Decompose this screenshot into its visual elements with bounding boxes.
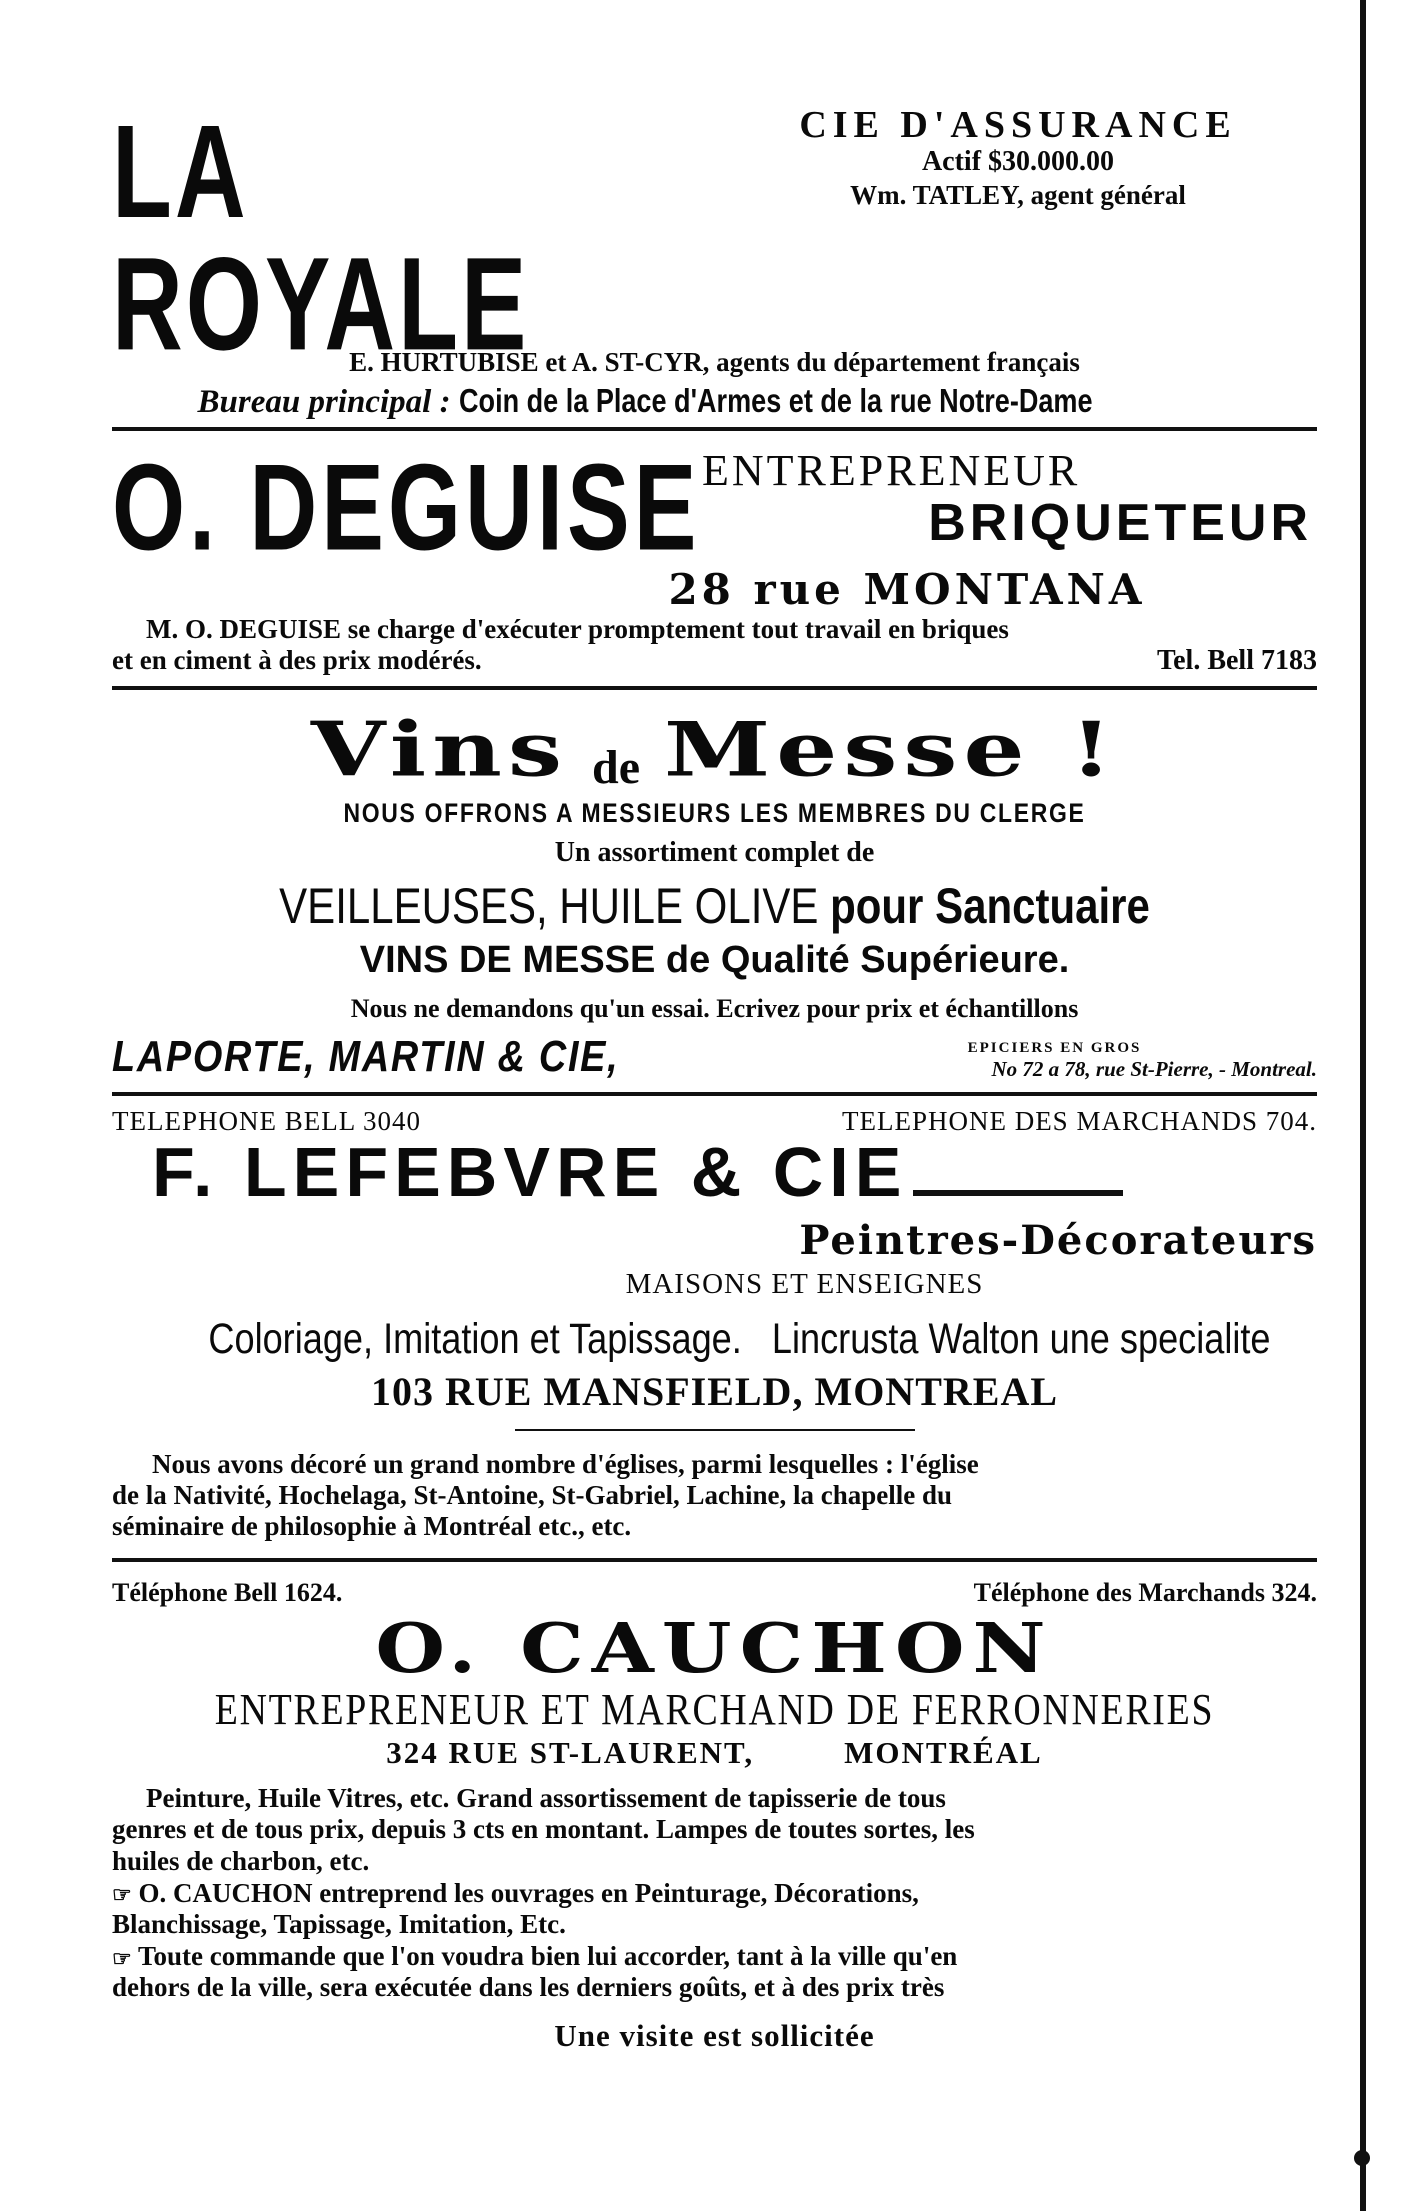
cauchon-title: ENTREPRENEUR ET MARCHAND DE FERRONNERIES <box>214 1684 1215 1734</box>
vins-epiciers: EPICIERS EN GROS <box>967 1039 1142 1056</box>
cauchon-visit: Une visite est sollicitée <box>554 2017 875 2053</box>
vins-quality: de Qualité Supérieure. <box>665 938 1070 981</box>
deguise-address: 28 rue MONTANA <box>668 564 1146 614</box>
vins-demand: Nous ne demandons qu'un essai. Ecrivez pour prix et échantillons <box>350 993 1079 1023</box>
lefebvre-text-line: séminaire de philosophie à Montréal etc., etc. <box>112 1510 632 1541</box>
cauchon-text-line: Peinture, Huile Vitres, etc. Grand assortissement de tapisserie de tous <box>146 1782 946 1813</box>
deguise-text-line: M. O. DEGUISE se charge d'exécuter promptement tout travail en briques <box>146 613 1009 644</box>
deguise-text-line: et en ciment à des prix modérés. <box>112 644 482 675</box>
ad-vins-de-messe <box>112 702 1317 1082</box>
cauchon-address-city: MONTRÉAL <box>844 1734 1043 1770</box>
vins-pour-sanctuaire: pour Sanctuaire <box>830 877 1150 934</box>
lefebvre-address: 103 RUE MANSFIELD, MONTREAL <box>370 1368 1059 1414</box>
cauchon-text-line: genres et de tous prix, depuis 3 cts en montant. Lampes de toutes sortes, les <box>112 1814 975 1845</box>
vins-offer: NOUS OFFRONS A MESSIEURS LES MEMBRES DU CLERGE <box>343 797 1086 828</box>
vins-firm-name: LAPORTE, MARTIN & CIE, <box>112 1031 620 1081</box>
cauchon-text-line: entreprend les ouvrages en Peinturage, Décorations, <box>319 1877 919 1908</box>
royale-bureau-address: Coin de la Place d'Armes et de la rue Notre-Dame <box>458 382 1093 419</box>
cauchon-text-line: huiles de charbon, etc. <box>112 1845 370 1876</box>
royale-bureau-label: Bureau principal : <box>197 384 451 420</box>
vins-assortment: Un assortiment complet de <box>554 836 875 868</box>
divider <box>112 427 1317 431</box>
lefebvre-maisons: MAISONS ET ENSEIGNES <box>625 1267 984 1300</box>
ad-lefebvre <box>112 1106 1317 1542</box>
vins-quality-line <box>112 939 1317 982</box>
royale-company: CIE D'ASSURANCE <box>799 104 1237 146</box>
lefebvre-peintres: Peintres-Décorateurs <box>799 1216 1317 1264</box>
lefebvre-text <box>112 1449 1317 1542</box>
cauchon-p2-name: O. CAUCHON <box>138 1877 313 1908</box>
deguise-title-briqueteur: BRIQUETEUR <box>928 494 1312 553</box>
vins-headline <box>112 702 1317 798</box>
lefebvre-text-line: Nous avons décoré un grand nombre d'églises, parmi lesquelles : l'église <box>152 1448 979 1479</box>
cauchon-text-line: Blanchissage, Tapissage, Imitation, Etc. <box>112 1909 566 1940</box>
vins-firm-address: No 72 a 78, rue St-Pierre, - Montreal. <box>991 1056 1317 1081</box>
cauchon-phone-marchands: Téléphone des Marchands 324. <box>973 1577 1317 1607</box>
royale-actif: Actif $30.000.00 <box>921 145 1115 177</box>
lefebvre-phone-marchands: TELEPHONE DES MARCHANDS 704. <box>841 1105 1317 1136</box>
ad-la-royale <box>112 96 1317 421</box>
divider-short <box>515 1429 915 1431</box>
cauchon-address-street: 324 RUE ST-LAURENT, <box>386 1734 755 1770</box>
divider <box>112 686 1317 690</box>
vins-word-vins: Vins <box>310 705 569 794</box>
cauchon-text-line: dehors de la ville, sera exécutée dans les derniers goûts, et à des prix très <box>112 1972 945 2003</box>
lefebvre-lincrusta: Lincrusta Walton une specialite <box>771 1314 1271 1363</box>
lefebvre-name <box>152 1132 1317 1211</box>
cauchon-text <box>112 1783 1317 2004</box>
vins-merchant-line <box>112 1032 1317 1082</box>
deguise-text <box>112 614 1317 676</box>
cauchon-text-line: Toute commande que l'on voudra bien lui accorder, tant à la ville qu'en <box>138 1940 958 1971</box>
divider <box>112 1558 1317 1562</box>
cauchon-name: O. CAUCHON <box>375 1607 1054 1688</box>
royale-name: LA ROYALE <box>112 96 530 378</box>
deguise-name: O. DEGUISE <box>112 439 701 576</box>
cauchon-phones <box>112 1578 1317 1608</box>
pointing-hand-icon: ☞ <box>112 1945 132 1971</box>
cauchon-address <box>112 1735 1317 1771</box>
lefebvre-text-line: de la Nativité, Hochelaga, St-Antoine, St-Gabriel, Lachine, la chapelle du <box>112 1479 952 1510</box>
lefebvre-coloriage: Coloriage, Imitation et Tapissage. <box>208 1314 742 1363</box>
royale-bureau <box>112 382 1317 421</box>
lefebvre-ornament-dash <box>913 1190 1123 1196</box>
page-edge-mark <box>1354 2150 1370 2166</box>
royale-agents: E. HURTUBISE et A. ST-CYR, agents du département français <box>349 347 1080 377</box>
divider <box>112 1092 1317 1096</box>
vins-veilleuses-items: VEILLEUSES, HUILE OLIVE <box>279 877 819 934</box>
lefebvre-phone-bell: TELEPHONE BELL 3040 <box>112 1105 421 1136</box>
deguise-title-entrepreneur: ENTREPRENEUR <box>702 446 1081 495</box>
royale-general-agent: Wm. TATLEY, agent général <box>850 179 1186 210</box>
vins-veilleuses <box>208 877 1220 935</box>
ad-cauchon <box>112 1578 1317 2054</box>
lefebvre-name-text: F. LEFEBVRE & CIE <box>152 1132 908 1211</box>
vins-de-messe-label: VINS DE MESSE <box>359 938 656 981</box>
vins-word-messe: Messe ! <box>664 705 1119 794</box>
advertisement-page <box>112 0 1317 2211</box>
cauchon-phone-bell: Téléphone Bell 1624. <box>112 1577 343 1607</box>
vins-word-de: de <box>592 740 641 794</box>
pointing-hand-icon: ☞ <box>112 1882 132 1908</box>
page-edge-line <box>1360 0 1366 2211</box>
deguise-telephone: Tel. Bell 7183 <box>1157 644 1317 676</box>
ad-deguise <box>112 439 1317 676</box>
lefebvre-services <box>208 1314 1271 1364</box>
